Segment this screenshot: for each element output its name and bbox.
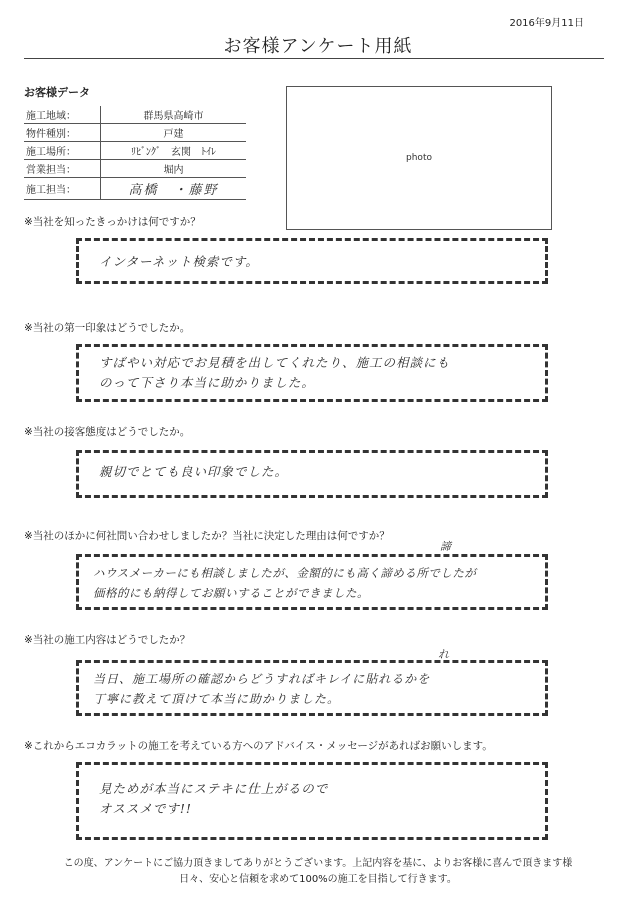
- row-value-handwritten: 高橋 ・藤野: [101, 178, 247, 200]
- photo-placeholder: [286, 86, 552, 230]
- customer-row-property-type: [24, 124, 246, 142]
- answer-line: すばやい対応でお見積を出してくれたり、施工の相談にも: [99, 355, 451, 370]
- customer-data-heading: お客様データ: [24, 86, 90, 99]
- answer-line: のって下さり本当に助かりました。: [99, 375, 315, 390]
- answer-line: 親切でとても良い印象でした。: [99, 464, 289, 479]
- row-label: 施工地域：: [24, 106, 101, 124]
- answer-line: 価格的にも納得してお願いすることができました。: [93, 586, 369, 600]
- answer-box-3: [76, 450, 548, 498]
- row-label: 施工担当：: [24, 178, 101, 200]
- footer-line: 日々、安心と信頼を求めて100%の施工を目指して行きます。: [179, 874, 457, 885]
- row-value: ﾘﾋﾞﾝｸﾞ 玄関 ﾄｲﾚ: [101, 142, 247, 160]
- question-4: ※当社のほかに何社問い合わせしましたか？当社に決定した理由は何ですか？: [24, 530, 390, 542]
- customer-row-location: [24, 142, 246, 160]
- question-2: ※当社の第一印象はどうでしたか。: [24, 322, 191, 334]
- row-label: 施工場所：: [24, 142, 101, 160]
- row-label: 営業担当：: [24, 160, 101, 178]
- answer-box-2: [76, 344, 548, 402]
- row-value: 戸建: [101, 124, 247, 142]
- question-5: ※当社の施工内容はどうでしたか？: [24, 634, 191, 646]
- answer-line: 当日、施工場所の確認からどうすればキレイに貼れるかを: [93, 672, 431, 686]
- title-divider: [24, 58, 604, 59]
- question-6: ※これからエコカラットの施工を考えている方へのアドバイス・メッセージがあればお願いします。: [24, 740, 493, 752]
- row-value: 堀内: [101, 160, 247, 178]
- answer-box-6: [76, 762, 548, 840]
- answer-line: ハウスメーカーにも相談しましたが、金額的にも高く諦める所でしたが: [93, 566, 477, 580]
- survey-date: 2016年9月11日: [509, 18, 584, 29]
- customer-row-installer: [24, 178, 246, 200]
- answer-line: 見ためが本当にステキに仕上がるので: [99, 781, 329, 796]
- answer-box-4: [76, 554, 548, 610]
- question-1: ※当社を知ったきっかけは何ですか？: [24, 216, 201, 228]
- footer-message: [0, 856, 636, 888]
- answer-line: オススメです!!: [99, 801, 192, 816]
- answer-line: インターネット検索です。: [99, 254, 259, 269]
- page-title: お客様アンケート用紙: [223, 36, 413, 57]
- row-value: 群馬県高崎市: [101, 106, 247, 124]
- footer-line: この度、アンケートにご協力頂きましてありがとうございます。上記内容を基に、よりお客様に喜んで頂きます様: [63, 858, 573, 869]
- handwritten-correction: 諦: [440, 540, 451, 553]
- row-label: 物件種別：: [24, 124, 101, 142]
- customer-row-area: [24, 106, 246, 124]
- customer-row-sales-rep: [24, 160, 246, 178]
- answer-line: 丁寧に教えて頂けて本当に助かりました。: [93, 692, 341, 706]
- customer-data-table: [24, 106, 246, 200]
- answer-box-5: [76, 660, 548, 716]
- photo-label: photo: [406, 153, 432, 163]
- handwritten-correction: れ: [438, 648, 449, 661]
- question-3: ※当社の接客態度はどうでしたか。: [24, 426, 191, 438]
- answer-box-1: [76, 238, 548, 284]
